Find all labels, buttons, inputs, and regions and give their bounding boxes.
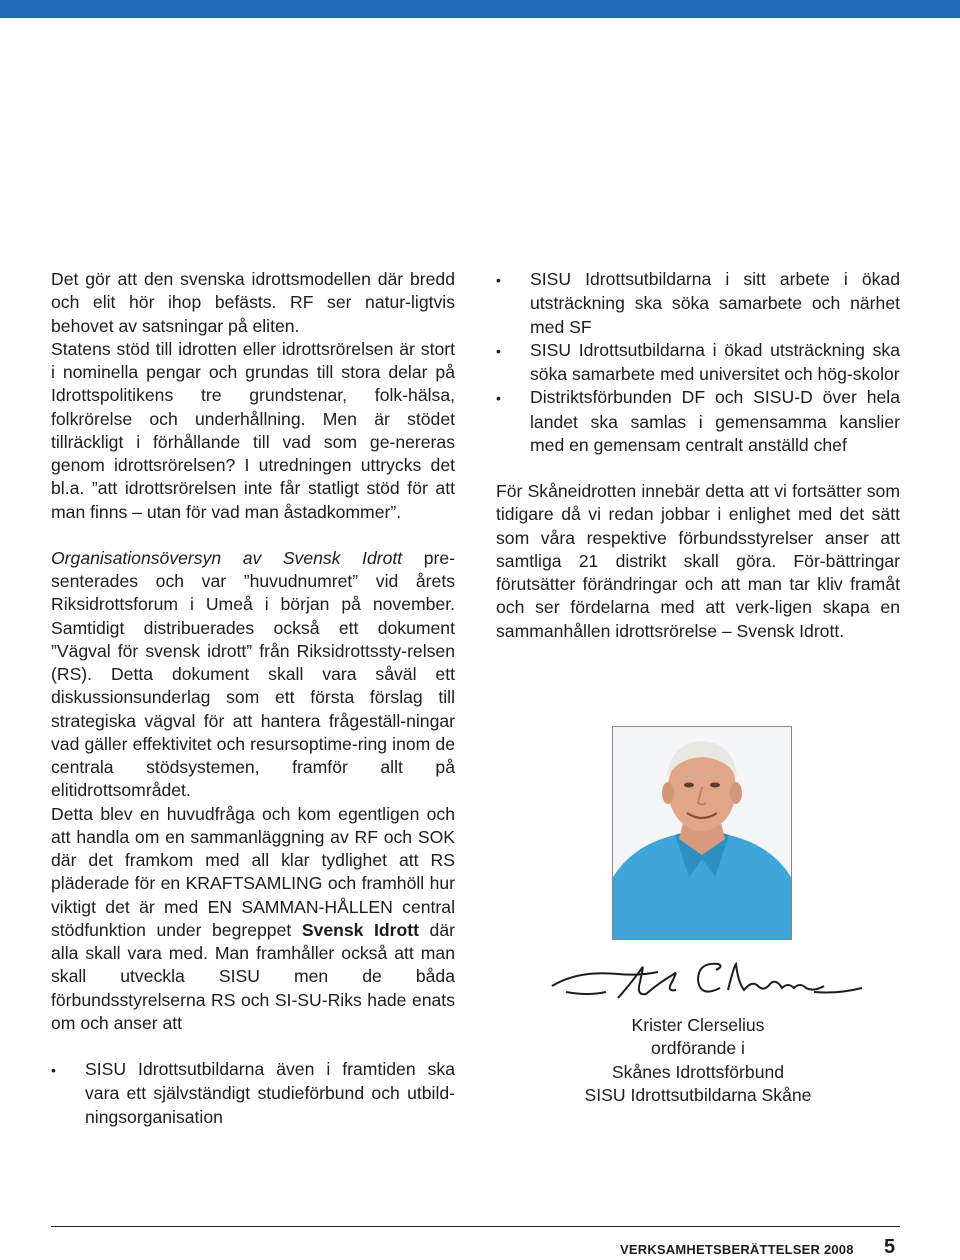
caption-organization-2: SISU Idrottsutbildarna Skåne <box>584 1084 812 1105</box>
left-paragraph-2: Statens stöd till idrotten eller idrottsrörelsen är stort i nominella pengar och grundas till stora delar på Idrottspolitikens tre grundstenar, folk-hälsa, folkrörelse och underhållning. Men är stödet tillräckligt i förhållande till vad som ge-nereras genom idrottsrörelsen? I utredningen uttrycks det bl.a. ”att idrottsrörelsen inte får statligt stöd för att man finns – utan för vad man åstadkommer”. <box>51 338 455 522</box>
document-title-italic: Organisationsöversyn av Svensk Idrott <box>51 547 403 568</box>
signature-illustration <box>548 952 868 1014</box>
right-bullet-2-text: SISU Idrottsutbildarna i ökad utsträckning ska söka samarbete med universitet och hög-skolor <box>530 339 900 384</box>
portrait-photo <box>612 726 792 940</box>
right-paragraph-1: För Skåneidrotten innebär detta att vi fortsätter som tidigare då vi redan jobbar i enlighet med det sätt som våra respektive förbundsstyrelser anser att samtliga 21 distrikt skall göra. För-bättringar förutsätter förändringar och att man tar kliv framåt och ser fördelarna med att verk-ligen skapa en sammanhållen idrottsrörelse – Svensk Idrott. <box>496 481 900 641</box>
bullet-icon: • <box>496 390 501 407</box>
left-bullet-1 <box>51 1058 455 1129</box>
caption-organization-1: Skånes Idrottsförbund <box>611 1061 785 1082</box>
left-bullet-1-text: SISU Idrottsutbildarna även i framtiden ska vara ett självständigt studieförbund och utbild-ningsorganisation <box>85 1059 455 1127</box>
page-number: 5 <box>884 1236 896 1258</box>
svensk-idrott-bold: Svensk Idrott <box>301 919 419 940</box>
right-bullet-3 <box>496 386 900 457</box>
caption-role: ordförande i <box>651 1038 745 1059</box>
right-bullet-3-text: Distriktsförbunden DF och SISU-D över hela landet ska samlas i gemensamma kanslier med en gemensam centralt anställd chef <box>530 387 900 455</box>
left-paragraph-1: Det gör att den svenska idrottsmodellen där bredd och elit hör ihop befästs. RF ser natur-ligtvis behovet av satsningar på eliten. <box>51 269 455 336</box>
portrait-illustration <box>613 727 791 939</box>
right-column <box>496 268 900 643</box>
left-paragraph-4-end: där alla skall vara med. Man framhåller också att man skall utveckla SISU men de båda förbundsstyrelserna RS och SI-SU-Riks hade enats om och anser att <box>51 919 455 1033</box>
left-paragraph-4-start: Detta blev en huvudfråga och kom egentligen och att handla om en sammanläggning av RF och SOK där det framkom med all klar tydlighet att RS pläderade för en KRAFTSAMLING och framhöll hur viktigt det är med EN SAMMAN-HÅLLEN central stödfunktion under begreppet <box>51 803 455 940</box>
right-bullet-1 <box>496 268 900 339</box>
left-paragraph-4 <box>51 803 455 1036</box>
left-paragraph-3-text: pre-senterades och var ”huvudnumret” vid årets Riksidrottsforum i Umeå i början på november. Samtidigt distribuerades också ett dokument ”Vägval för svensk idrott” från Riksidrottssty-relsen (RS). Detta dokument skall vara såväl ett diskussionsunderlag som ett första förslag till strategiska vägval för att hantera frågeställ-ningar vad gäller effektivitet och resursoptime-ring inom de centrala stödsystemen, framför allt på elitidrottsområdet. <box>51 547 455 801</box>
bullet-icon: • <box>51 1062 56 1078</box>
right-bullet-2 <box>496 339 900 387</box>
left-column <box>51 268 455 1129</box>
bullet-icon: • <box>496 272 501 288</box>
footer-title: VERKSAMHETSBERÄTTELSER 2008 <box>620 1242 854 1257</box>
bullet-icon: • <box>496 342 501 359</box>
top-color-bar <box>0 0 960 18</box>
right-bullet-1-text: SISU Idrottsutbildarna i sitt arbete i ökad utsträckning ska söka samarbete och närhet med SF <box>530 269 900 337</box>
caption-name: Krister Clerselius <box>631 1015 765 1035</box>
footer-divider <box>51 1226 900 1227</box>
photo-caption <box>540 1014 856 1107</box>
left-paragraph-3 <box>51 547 455 803</box>
